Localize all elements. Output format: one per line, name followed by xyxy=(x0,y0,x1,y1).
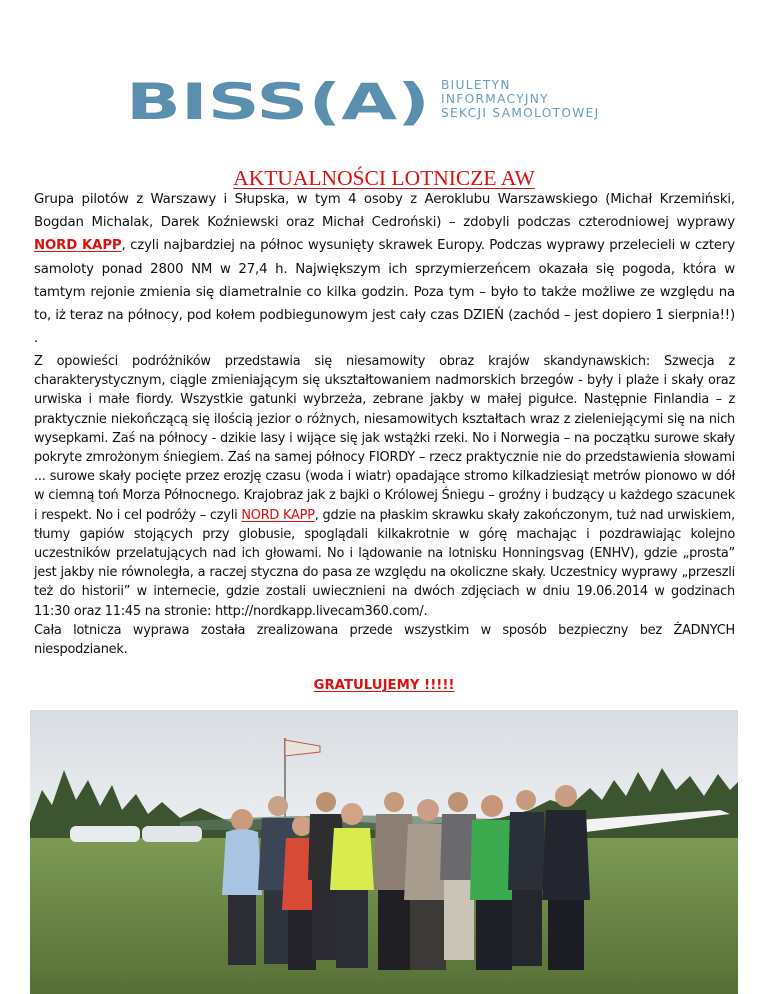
logo-subtitle-line-1: BIULETYN xyxy=(441,78,511,92)
group-photo-illustration xyxy=(30,710,738,994)
logo-subtitle xyxy=(441,78,599,120)
congrats-text: GRATULUJEMY !!!!! xyxy=(313,678,455,693)
story-text-end: , gdzie na płaskim skrawku skały zakończonym, tuż nad urwiskiem, tłumy gapiów stojących przy globusie, spoglądali kilkakrotnie w górę machając i pozdrawiając kolejno uczestników przelatujących nad ich głowami. No i lądowanie na lotnisku Honningsvag (ENHV), gdzie „prosta” jest jakby nie równoległa, a raczej styczna do pasa ze względu na okoliczne skały. Uczestnicy wyprawy „przeszli też do historii” w internecie, gdzie zostali uwiecznieni na dwóch zdjęciach w dniu 19.06.2014 w godzinach 11:30 oraz 11:45 na stronie: http://nordkapp.livecam360.com/. xyxy=(34,507,735,619)
closing-sentence: Cała lotnicza wyprawa została zrealizowana przede wszystkim w sposób bezpieczny bez ŻADNYCH niespodzianek. xyxy=(34,622,735,658)
story-text-start: Z opowieści podróżników przedstawia się niesamowity obraz krajów skandynawskich: Szwecja z charakterystycznym, ciągle zmieniającym się ukształtowaniem nadmorskich brzegów - były i plaże i skały oraz urwiska i małe fiordy. Wszystkie gatunki wybrzeża, zebrane jakby w małej pigułce. Następnie Finlandia – z praktycznie niekończącą się ilością jezior o różnych, niesamowitych kształtach wraz z zieleniejącymi się na nich wysepkami. Zaś na północy - dzikie lasy i wijące się jak wstążki rzeki. No i Norwegia – na początku surowe skały pokryte zmrożonym śniegiem. Zaś na samej północy FIORDY – rzecz praktycznie nie do przedstawienia słowami ... surowe skały pocięte przez erozję czasu (woda i wiatr) opadające stromo kilkadziesiąt metrów pionowo w dół w ciemną toń Morza Północnego. Krajobraz jak z bajki o Królowej Śniegu – groźny i budzący u każdego szacunek i respekt. No i cel podróży – czyli xyxy=(34,354,735,523)
intro-text-start: Grupa pilotów z Warszawy i Słupska, w tym 4 osoby z Aeroklubu Warszawskiego (Michał Krzemiński, Bogdan Michalak, Darek Koźniewski oraz Michał Cedroński) – zdobyli podczas czterodniowej wyprawy xyxy=(34,192,735,231)
intro-text-end: , czyli najbardziej na północ wysunięty skrawek Europy. Podczas wyprawy przelecieli w cztery samoloty ponad 2800 NM w 27,4 h. Największym ich sprzymierzeńcem okazała się pogoda, która w tamtym rejonie zmienia się diametralnie co kilka godzin. Poza tym – było to także możliwe ze względu na to, iż teraz na północy, pod kołem podbiegunowym jest cały czas DZIEŃ (zachód – jest dopiero 1 sierpnia!!) . xyxy=(34,238,735,347)
congrats-wrap xyxy=(0,674,768,693)
photo-tent-2 xyxy=(142,826,202,842)
story-paragraph xyxy=(34,352,735,659)
nord-kapp-link-1[interactable]: NORD KAPP xyxy=(34,238,122,254)
bulletin-logo xyxy=(0,70,768,128)
logo-wordmark xyxy=(126,70,432,128)
intro-paragraph xyxy=(34,188,735,350)
logo-subtitle-line-3: SEKCJI SAMOLOTOWEJ xyxy=(441,106,600,120)
nord-kapp-link-2[interactable]: NORD KAPP xyxy=(241,507,315,523)
logo-wordmark-text: BISS(A) xyxy=(126,73,430,128)
group-photo xyxy=(30,710,738,994)
photo-tent-1 xyxy=(70,826,140,842)
article-heading: AKTUALNOŚCI LOTNICZE AW xyxy=(233,166,535,190)
logo-subtitle-line-2: INFORMACYJNY xyxy=(441,92,549,106)
